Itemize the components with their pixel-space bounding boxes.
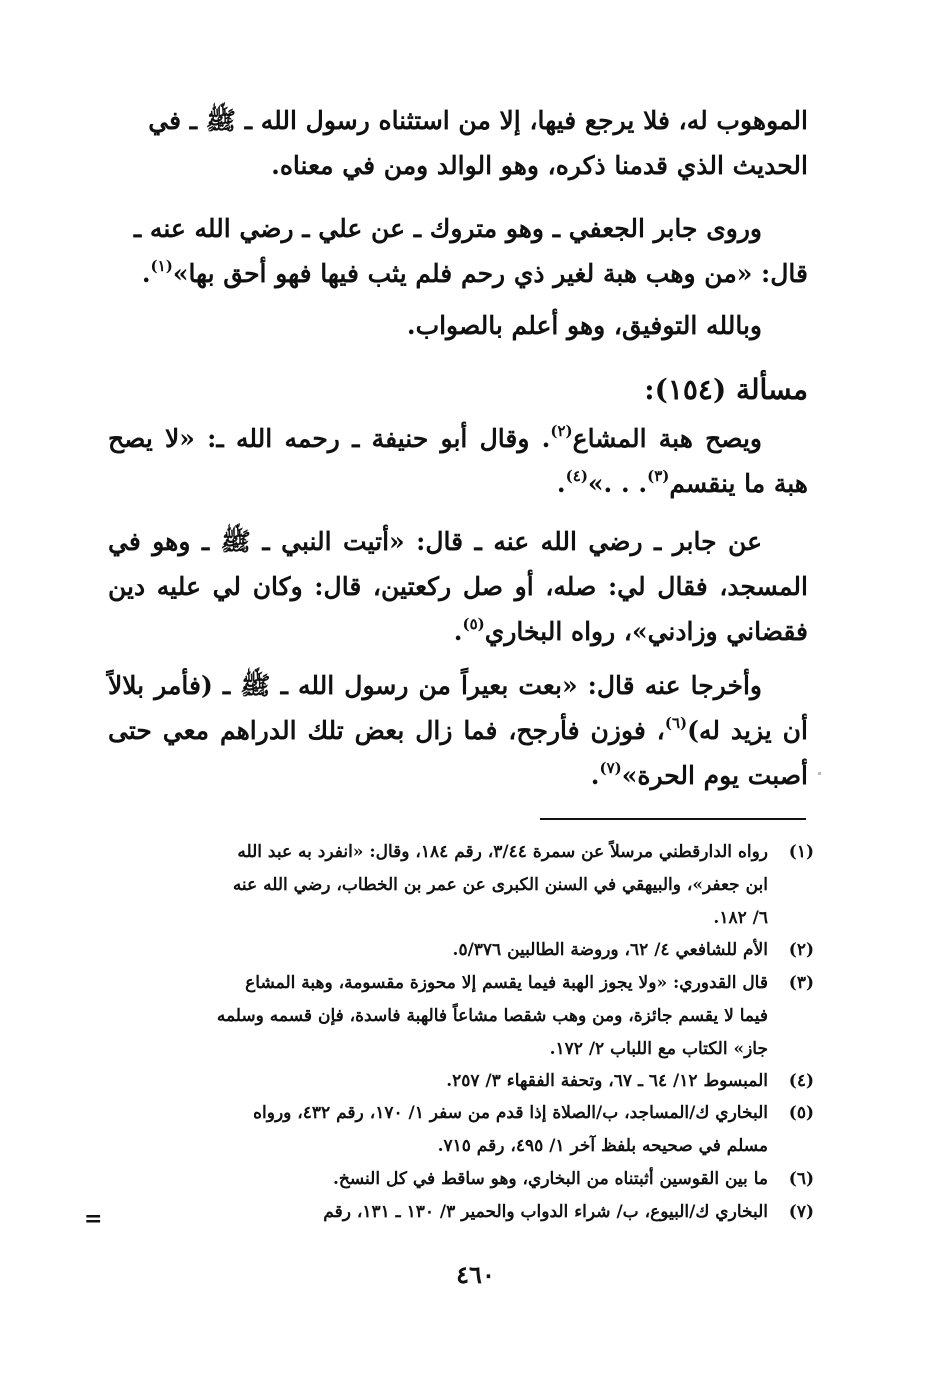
paragraph-6-end: . [590, 761, 600, 790]
footnote-ref-7[interactable]: (٧) [599, 759, 622, 777]
footnote-ref-4[interactable]: (٤) [565, 467, 588, 485]
footnote-3-line-3: جاز» الكتاب مع اللباب ٢/ ١٧٢. [549, 1039, 768, 1059]
continuation-mark: = [84, 1206, 103, 1232]
footnote-ref-2[interactable]: (٢) [550, 422, 573, 440]
footnote-5-line-2: مسلم في صحيحه بلفظ آخر ١/ ٤٩٥، رقم ٧١٥. [437, 1136, 768, 1156]
paragraph-2-quote: قال: «من وهب هبة لغير ذي رحم فلم يثب فيها فهو أحق بها» [172, 259, 808, 288]
paragraph-4-text [108, 416, 808, 506]
paragraph-3-line: وبالله التوفيق، وهو أعلم بالصواب. [406, 311, 762, 340]
paragraph-1 [108, 98, 808, 188]
footnote-1-line-2: ابن جعفر»، والبيهقي في السنن الكبرى عن عمر بن الخطاب، رضي الله عنه [232, 875, 768, 895]
footnote-6 [108, 1163, 814, 1196]
footnote-1-line-1: رواه الدارقطني مرسلاً عن سمرة ٣/٤٤، رقم ١٨٤، وقال: «انفرد به عبد الله [237, 842, 768, 862]
footnote-3-line-2: فيما لا يقسم جائزة، ومن وهب شقصا مشاعاً فالهبة فاسدة، فإن قسمه وسلمه [216, 1006, 768, 1026]
footnote-1-line-3: ٦/ ١٨٢. [713, 908, 768, 928]
footnote-2-number: (٢) [788, 940, 814, 960]
footnote-4-line-1: المبسوط ١٢/ ٦٤ ـ ٦٧، وتحفة الفقهاء ٣/ ٢٥٧. [446, 1071, 768, 1091]
footnote-6-number: (٦) [788, 1169, 814, 1189]
footnote-ref-6[interactable]: (٦) [664, 714, 688, 732]
paragraph-2-end: . [141, 259, 151, 288]
section-heading: مسألة (١٥٤): [644, 373, 808, 406]
paragraph-2-line-1: وروى جابر الجعفي ـ وهو متروك ـ عن علي ـ رضي الله عنه ـ [133, 214, 762, 243]
paragraph-4-end: . [556, 469, 566, 498]
footnote-7 [108, 1196, 814, 1229]
paragraph-6-part-a: وأخرجا عنه قال: «بعت بعيراً من رسول الله ـ ﷺ ـ (فأمر بلالاً أن يزيد له) [108, 671, 808, 745]
footnote-3-number: (٣) [788, 973, 814, 993]
paragraph-5-text [108, 519, 808, 654]
footnote-5-number: (٥) [788, 1103, 814, 1123]
footnote-6-line-1: ما بين القوسين أثبتناه من البخاري، وهو ساقط في كل النسخ. [332, 1169, 768, 1189]
footnote-separator [540, 818, 806, 820]
paragraph-4 [108, 416, 808, 506]
footnote-4-number: (٤) [788, 1071, 814, 1091]
page-number: ٤٦٠ [456, 1260, 495, 1289]
footnote-7-number: (٧) [788, 1202, 814, 1222]
paragraph-4-part-a: ويصح هبة المشاع [572, 424, 762, 453]
footnote-1-number: (١) [788, 842, 814, 862]
footnote-4 [108, 1065, 814, 1098]
paragraph-6 [108, 663, 808, 798]
paragraph-1-line-2: الحديث الذي قدمنا ذكره، وهو الوالد ومن في معناه. [271, 151, 808, 180]
paragraph-4-part-b: . وقال أبو حنيفة ـ رحمه الله ـ: «لا يصح هبة ما ينقسم [108, 424, 808, 498]
footnote-3-line-1: قال القدوري: «ولا يجوز الهبة فيما يقسم إلا محوزة مقسومة، وهبة المشاع [245, 973, 768, 993]
paragraph-3 [108, 303, 808, 348]
paragraph-1-line-1: الموهوب له، فلا يرجع فيها، إلا من استثناه رسول الله ـ ﷺ ـ في [148, 106, 808, 135]
footnote-5-line-1: البخاري ك/المساجد، ب/الصلاة إذا قدم من سفر ١/ ١٧٠، رقم ٤٣٢، ورواه [253, 1103, 768, 1123]
paragraph-2-line-2 [108, 251, 808, 296]
footnote-7-line-1: البخاري ك/البيوع، ب/ شراء الدواب والحمير ٣/ ١٣٠ ـ ١٣١، رقم [323, 1202, 768, 1222]
paragraph-6-text [108, 663, 808, 798]
footnote-ref-3[interactable]: (٣) [647, 467, 670, 485]
paragraph-5 [108, 519, 808, 654]
footnote-ref-1[interactable]: (١) [150, 257, 173, 275]
footnote-1 [108, 836, 814, 935]
paragraph-4-part-c: . . .» [587, 469, 648, 498]
footnote-ref-5[interactable]: (٥) [462, 615, 485, 633]
footnote-2 [108, 934, 814, 967]
footnote-3 [108, 967, 814, 1066]
paragraph-6-part-b: ، فوزن فأرجح، فما زال بعض تلك الدراهم معي حتى أصبت يوم الحرة» [108, 716, 808, 790]
paragraph-2 [108, 206, 808, 296]
footnote-2-line-1: الأم للشافعي ٤/ ٦٢، وروضة الطالبين ٥/٣٧٦. [452, 940, 768, 960]
scan-speck [818, 772, 821, 775]
footnote-5 [108, 1097, 814, 1163]
paragraph-5-end: . [453, 617, 463, 646]
paragraph-5-body: عن جابر ـ رضي الله عنه ـ قال: «أتيت النبي ـ ﷺ ـ وهو في المسجد، فقال لي: صله، أو صل ركعتين، قال: وكان لي عليه دين فقضاني وزادني»، رواه البخاري [108, 527, 808, 646]
